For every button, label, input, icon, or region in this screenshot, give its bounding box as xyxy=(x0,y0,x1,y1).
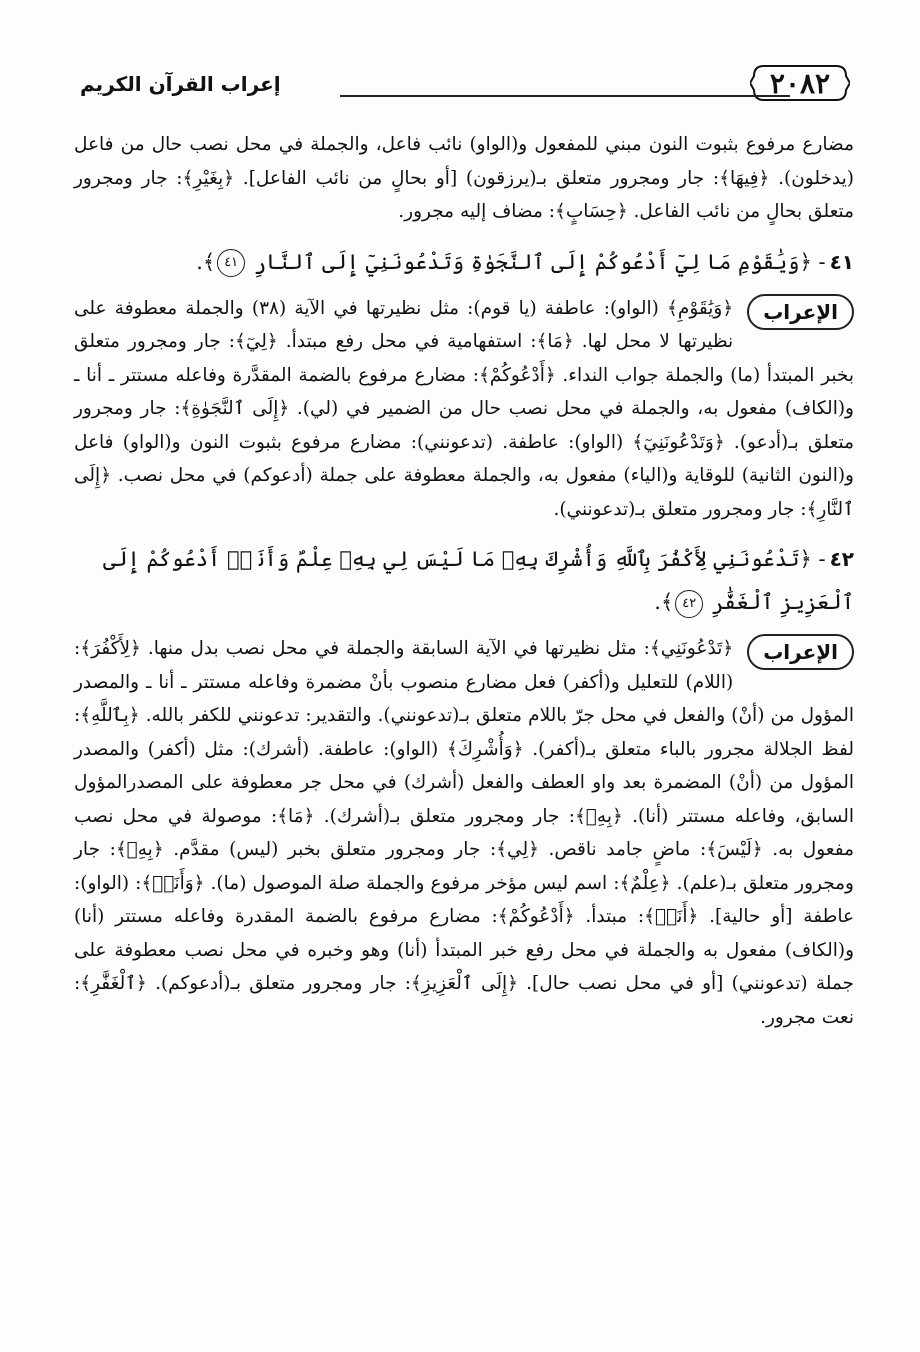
verse-close: ﴾. xyxy=(654,590,674,614)
irab-paragraph: ﴿تَدْعُونَنِي﴾: مثل نظيرتها في الآية السابقة والجملة في محل نصب بدل منها. ﴿لِأَكْفُرَ﴾: (اللام) للتعليل و(أكفر) فعل مضارع منصوب بأنْ مضمرة وفاعله مستتر ـ أنا ـ والمصدر المؤول من (أنْ) والفعل في محل جرّ باللام متعلق بـ(تدعونني). والتقدير: تدعونني للكفر بالله. ﴿بِٱللَّهِ﴾: لفظ الجلالة مجرور بالباء متعلق بـ(أكفر). ﴿وَأُشْرِكَ﴾ (الواو): عاطفة. (أشرك): مثل (أكفر) والمصدر المؤول من (أنْ) المضمرة بعد واو العطف والفعل (أشرك) في محل جر معطوفة على المصدرالمؤول السابق، وفاعله مستتر (أنا). ﴿بِهِۦ﴾: جار ومجرور متعلق بـ(أشرك). ﴿مَا﴾: موصولة في محل نصب مفعول به. ﴿لَيْسَ﴾: ماضٍ جامد ناقص. ﴿لِي﴾: جار ومجرور متعلق بخبر (ليس) مقدَّم. ﴿بِهِۦ﴾: جار ومجرور متعلق بـ(علم). ﴿عِلْمٌ﴾: اسم ليس مؤخر مرفوع والجملة صلة الموصول (ما). ﴿وَأَنَا۠﴾: (الواو): عاطفة [أو حالية]. ﴿أَنَا۠﴾: مبتدأ. ﴿أَدْعُوكُمْ﴾: مضارع مرفوع بالضمة المقدرة وفاعله مستتر (أنا) و(الكاف) مفعول به والجملة في محل رفع خبر المبتدأ (أنا) وهو وخبره في محل نصب معطوفة على جملة (تدعونني) [أو في محل نصب حال]. ﴿إِلَى ٱلْعَزِيزِ﴾: جار ومجرور متعلق بـ(أدعوكم). ﴿ٱلْغَفَّٰرِ﴾: نعت مجرور. xyxy=(74,638,854,1028)
ayah-end-marker: ٤١ xyxy=(217,249,245,277)
irab-label: الإعراب xyxy=(747,634,854,670)
page-content xyxy=(74,128,854,1034)
book-title: إعراب القرآن الكريم xyxy=(80,72,281,96)
verse-close: ﴾. xyxy=(196,249,216,274)
irab-section-41 xyxy=(74,292,854,527)
verse-42: ٤٢- ﴿تَدْعُونَنِي لِأَكْفُرَ بِٱللَّهِ وَأُشْرِكَ بِهِۦ مَا لَيْسَ لِي بِهِۦ عِلْمٌ وَأَنَا۠ أَدْعُوكُمْ إِلَى ٱلْعَزِيزِ ٱلْغَفَّٰرِ ٤٢﴾. xyxy=(74,538,854,624)
verse-text: ﴿وَيَٰقَوْمِ مَا لِيٓ أَدْعُوكُمْ إِلَى ٱلنَّجَوٰةِ وَتَدْعُونَنِيٓ إِلَى ٱلنَّارِ xyxy=(253,249,812,274)
page-header xyxy=(80,62,850,112)
page-number-frame xyxy=(750,62,850,104)
irab-paragraph: ﴿وَيَٰقَوْمِ﴾ (الواو): عاطفة (يا قوم): مثل نظيرتها في الآية (٣٨) والجملة معطوفة على نظيرتها لا محل لها. ﴿مَا﴾: استفهامية في محل رفع مبتدأ. ﴿لِيٓ﴾: جار ومجرور متعلق بخبر المبتدأ (ما) والجملة جواب النداء. ﴿أَدْعُوكُمْ﴾: مضارع مرفوع بالضمة المقدَّرة وفاعله مستتر ـ أنا ـ و(الكاف) مفعول به، والجملة في محل نصب حال من الضمير في (لي). ﴿إِلَى ٱلنَّجَوٰةِ﴾: جار ومجرور متعلق بـ(أدعو). ﴿وَتَدْعُونَنِيٓ﴾ (الواو): عاطفة. (تدعونني): مضارع مرفوع بثبوت النون و(الواو) فاعل و(النون الثانية) للوقاية و(الياء) مفعول به، والجملة معطوفة على جملة (أدعوكم) في محل نصب. ﴿إِلَى ٱلنَّارِ﴾: جار ومجرور متعلق بـ(تدعونني). xyxy=(74,297,854,520)
verse-41: ٤١- ﴿وَيَٰقَوْمِ مَا لِيٓ أَدْعُوكُمْ إِلَى ٱلنَّجَوٰةِ وَتَدْعُونَنِيٓ إِلَى ٱلنَّارِ ٤١﴾. xyxy=(74,241,854,284)
verse-number: ٤٢ xyxy=(829,547,854,571)
verse-number: ٤١ xyxy=(829,249,854,274)
page-number: ٢٠٨٢ xyxy=(769,66,831,100)
irab-section-42 xyxy=(74,632,854,1034)
header-rule xyxy=(340,95,790,97)
intro-paragraph: مضارع مرفوع بثبوت النون مبني للمفعول و(الواو) نائب فاعل، والجملة في محل نصب حال من فاعل (يدخلون). ﴿فِيهَا﴾: جار ومجرور متعلق بـ(يرزقون) [أو بحالٍ من نائب الفاعل]. ﴿بِغَيْرِ﴾: جار ومجرور متعلق بحالٍ من نائب الفاعل. ﴿حِسَابٍ﴾: مضاف إليه مجرور. xyxy=(74,134,854,222)
ayah-end-marker: ٤٢ xyxy=(675,590,703,618)
verse-text: ﴿تَدْعُونَنِي لِأَكْفُرَ بِٱللَّهِ وَأُشْرِكَ بِهِۦ مَا لَيْسَ لِي بِهِۦ عِلْمٌ وَأَنَا۠ أَدْعُوكُمْ إِلَى ٱلْعَزِيزِ ٱلْغَفَّٰرِ xyxy=(102,547,854,614)
irab-label: الإعراب xyxy=(747,294,854,330)
